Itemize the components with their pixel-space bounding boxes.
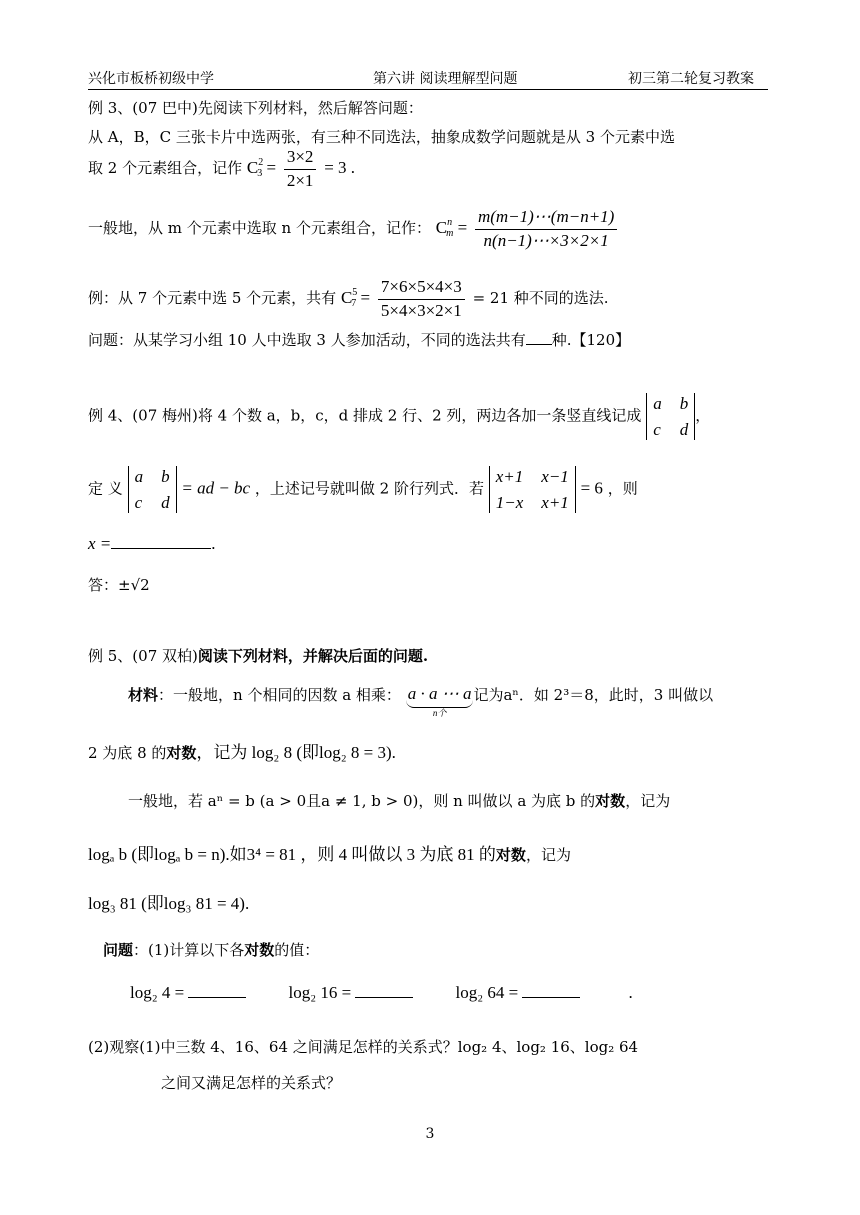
ex5-general <box>128 790 670 811</box>
determinant-definition <box>128 466 177 513</box>
ex5-q2b: 之间又满足怎样的关系式？ <box>161 1074 342 1092</box>
ex5-calc-row <box>130 983 633 1003</box>
header-course: 初三第二轮复习教案 <box>628 71 754 87</box>
m1-a: a <box>653 394 662 413</box>
ex5-title-b: 阅读下列材料，并解决后面的问题. <box>197 647 429 665</box>
ex4-def-result: = ad − bc <box>181 478 251 498</box>
ex5-q2a: (2)观察(1)中三数 4、16、64 之间满足怎样的关系式？log₂ 4、log₂ 16、log₂ 64 <box>88 1038 639 1056</box>
f3-result: = 21 种不同的选法. <box>472 289 609 308</box>
calc-end: . <box>628 983 633 1002</box>
ex5-general2 <box>88 840 571 865</box>
m2-21: 1−x <box>495 492 524 512</box>
ex5-line2b: ，记为 log₂ 8 (即log₂ 8 = 3). <box>196 743 396 762</box>
determinant-abcd <box>646 393 695 440</box>
ex3-line4: 例：从 7 个元素中选 5 个元素，共有 $C^5_7$ = $\frac{7\times 6\times 5\times 4\times 3}{5\times 4\times 3\times 2\times 1}$ = 21 种不同的选法. <box>88 277 609 320</box>
calc3-blank <box>522 997 580 998</box>
ex4-x-line <box>88 534 216 554</box>
ex3-answer-blank <box>526 344 552 345</box>
ex3-question-text: 问题：从某学习小组 10 人中选取 3 人参加活动，不同的选法共有 <box>88 331 526 349</box>
ex5-question <box>103 939 319 960</box>
page-number: 3 <box>425 1126 435 1142</box>
ex3-line2-text: 取 2 个元素组合，记作 <box>88 159 243 178</box>
ex4-line1-text: 例 4、(07 梅州)将 4 个数 a，b，c，d 排成 2 行、2 列，两边各加一条竖直线记成 <box>88 406 642 425</box>
calc2: log₂ 16 = <box>288 983 352 1002</box>
m1-b: b <box>679 394 689 413</box>
ex5-gen-a: 一般地，若 aⁿ = b (a > 0且a ≠ 1, b > 0)，则 n 叫做以 a 为底 b 的 <box>128 792 596 810</box>
ex4-eq-result: = 6 <box>580 478 603 498</box>
m1b-a: a <box>134 467 144 486</box>
calc1-blank <box>188 997 246 998</box>
ex5-mat-text: ：一般地，n 个相同的因数 a 相乘： <box>158 686 401 704</box>
ex3-question-tail: 种.【120】 <box>551 331 631 349</box>
ex3-line1: 从 A，B，C 三张卡片中选两张，有三种不同选法，抽象成数学问题就是从 3 个元素中选 <box>88 128 675 146</box>
f3-denominator: 5×4×3×2×1 <box>380 300 462 320</box>
header-lecture: 第六讲 阅读理解型问题 <box>373 71 518 87</box>
m1b-d: d <box>161 492 170 512</box>
ex5-log-word-4: 对数 <box>244 941 275 959</box>
f1-result: = 3 . <box>324 158 356 178</box>
ex5-gen2-b: ，记为 <box>525 846 571 864</box>
ex3-line2: 取 2 个元素组合，记作 $C^2_3$ = $\frac{3\times 2}{2\times 1}$ = 3 . <box>88 147 356 190</box>
ex4-line1: 例 4、(07 梅州)将 4 个数 a，b，c，d 排成 2 行、2 列，两边各加一条竖直线记成 a b c d ， <box>88 394 711 439</box>
ex5-log-word-1: 对数 <box>166 744 197 762</box>
m1b-b: b <box>161 467 170 486</box>
ex5-log-word-2: 对数 <box>595 792 626 810</box>
ex4-def-prefix: 定 义 <box>88 479 123 498</box>
ex5-log-word-3: 对数 <box>495 846 526 864</box>
ex5-q-label: 问题 <box>103 941 134 959</box>
ex5-mat-label: 材料 <box>128 686 159 704</box>
ex5-mat-tail: 记为aⁿ．如 2³＝8，此时，3 叫做以 <box>473 686 714 704</box>
ex5-q1-tail: 的值： <box>274 941 320 959</box>
ex4-answer: 答：±√2 <box>88 576 150 594</box>
header-school: 兴化市板桥初级中学 <box>88 71 214 87</box>
f3-numerator: 7×6×5×4×3 <box>378 278 465 300</box>
ex5-title-a: 例 5、(07 双柏) <box>88 647 198 665</box>
f2-numerator: m(m−1)⋯(m−n+1) <box>475 208 617 230</box>
m2-12: x−1 <box>541 467 569 486</box>
calc2-blank <box>355 997 413 998</box>
f2-denominator: n(n−1)⋯×3×2×1 <box>483 230 609 250</box>
ex3-line3-text: 一般地，从 m 个元素中选取 n 个元素组合，记作： <box>88 219 431 238</box>
ex3-question <box>88 329 630 350</box>
product-brace <box>406 684 474 718</box>
determinant-equation <box>489 466 576 513</box>
ex5-material <box>128 684 713 718</box>
ex3-title: 例 3、(07 巴中)先阅读下列材料，然后解答问题： <box>88 99 423 117</box>
m2-11: x+1 <box>495 467 524 486</box>
ex4-period: . <box>211 534 216 553</box>
ex5-q1: ：(1)计算以下各 <box>133 941 245 959</box>
ex3-line4-text: 例：从 7 个元素中选 5 个元素，共有 <box>88 289 337 308</box>
brace-label: n个 <box>432 708 447 718</box>
m1-c: c <box>653 419 661 439</box>
ex5-line2a: 2 为底 8 的 <box>88 744 167 762</box>
ex4-def-tail: ，则 <box>607 479 638 498</box>
m2-22: x+1 <box>541 492 569 512</box>
ex3-line3: 一般地，从 m 个元素中选取 n 个元素组合，记作： $C^n_m$ = $\frac{m(m-1)\cdots(m-n+1)}{n(n-1)\cdots\times 3\times 2\times 1}$ <box>88 208 620 250</box>
ex4-def-mid: ，上述记号就叫做 2 阶行列式．若 <box>254 479 484 498</box>
ex5-gen2-a: logₐ b (即logₐ b = n).如3⁴ = 81 ，则 4 叫做以 3 为底 81 的 <box>88 845 496 864</box>
ex4-x-blank <box>111 548 211 549</box>
m1-d: d <box>679 419 689 439</box>
m1b-c: c <box>134 492 143 512</box>
calc1: log₂ 4 = <box>130 983 185 1002</box>
product: a · a ⋯ a <box>406 684 474 708</box>
ex5-gen-b: ，记为 <box>625 792 671 810</box>
header-rule <box>88 89 768 90</box>
ex5-line2 <box>88 738 396 763</box>
ex5-general3: log₃ 81 (即log₃ 81 = 4). <box>88 894 250 913</box>
f1-denominator: 2×1 <box>286 170 314 190</box>
calc3: log₂ 64 = <box>455 983 519 1002</box>
ex5-title <box>88 645 428 666</box>
f1-numerator: 3×2 <box>284 148 317 170</box>
ex4-definition <box>88 466 638 513</box>
ex4-x-label: x = <box>88 534 112 553</box>
